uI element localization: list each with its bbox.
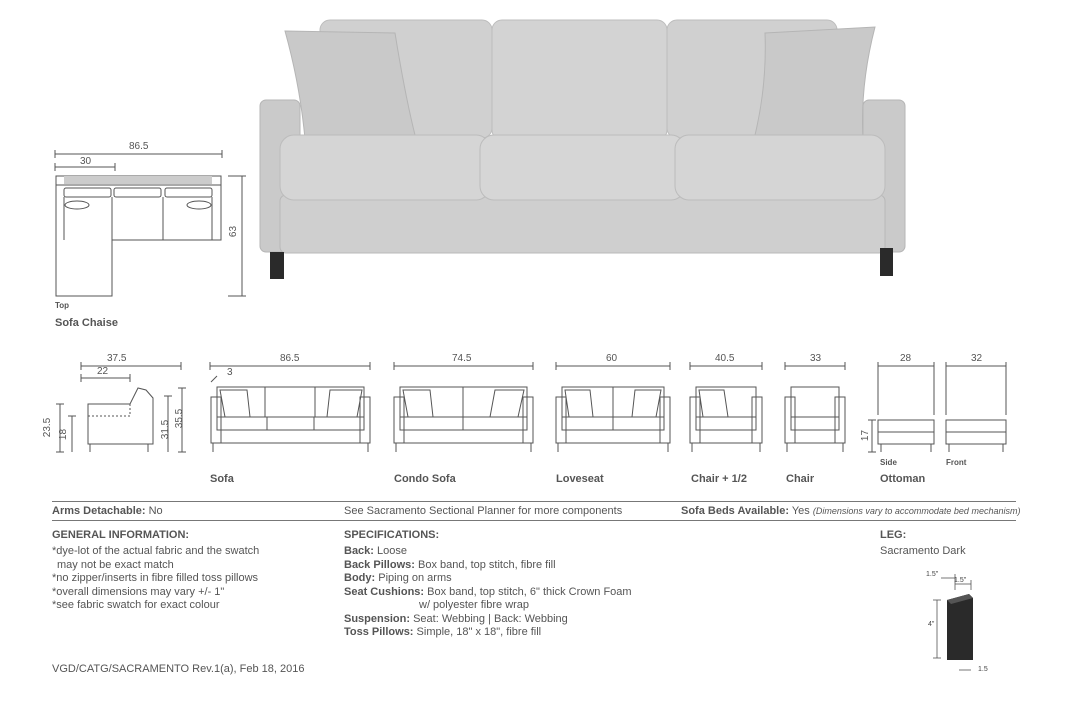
spec-body-value: Piping on arms <box>378 572 452 584</box>
general-list <box>52 545 259 613</box>
loveseat-diagram <box>552 360 677 460</box>
general-line: *see fabric swatch for exact colour <box>52 599 220 611</box>
chaise-section-width-dim: 30 <box>80 156 92 167</box>
arms-label: Arms Detachable: <box>52 505 146 517</box>
specs-heading: SPECIFICATIONS: <box>344 529 440 541</box>
spec-back-pillows-label: Back Pillows: <box>344 558 415 571</box>
spec-toss-value: Simple, 18" x 18", fibre fill <box>416 626 542 638</box>
spec-back-pillows-value: Box band, top stitch, fibre fill <box>417 558 556 571</box>
spec-seat-label: Seat Cushions: <box>344 585 425 598</box>
side-seat-depth-dim: 22 <box>97 366 109 377</box>
ottoman-height-dim: 17 <box>860 429 872 442</box>
arms-detachable <box>52 505 163 519</box>
general-line: may not be exact match <box>57 558 174 571</box>
chaise-name: Sofa Chaise <box>55 317 118 329</box>
ottoman-side-width-dim: 28 <box>900 353 912 364</box>
planner-note: See Sacramento Sectional Planner for more components <box>344 505 623 517</box>
divider-top <box>52 501 1016 502</box>
loveseat-width-dim: 60 <box>606 353 618 364</box>
chair-half-label: Chair + 1/2 <box>691 473 747 485</box>
general-heading: GENERAL INFORMATION: <box>52 529 190 541</box>
leg-value: Sacramento Dark <box>880 545 966 557</box>
chaise-width-dim: 86.5 <box>129 141 149 152</box>
ottoman-label: Ottoman <box>880 473 926 485</box>
ottoman-side-label: Side <box>880 458 897 467</box>
condo-width-dim: 74.5 <box>452 353 472 364</box>
leg-dim-top2: 1.5" <box>954 577 967 584</box>
chair-half-width-dim: 40.5 <box>715 353 735 364</box>
side-width-dim: 37.5 <box>107 353 127 364</box>
sofa-label: Sofa <box>210 473 234 485</box>
sofabed-value: Yes <box>791 505 810 517</box>
chaise-view-label: Top <box>55 301 70 310</box>
side-total-height-dim: 35.5 <box>174 408 186 429</box>
side-seat-height-dim: 18 <box>58 428 70 441</box>
ottoman-diagram <box>866 360 1016 460</box>
leg-heading: LEG: <box>880 529 907 541</box>
sofabed-note: (Dimensions vary to accommodate bed mechanism) <box>812 506 1021 516</box>
spec-toss-label: Toss Pillows: <box>344 626 414 638</box>
condo-label: Condo Sofa <box>394 473 456 485</box>
side-back-height-dim: 31.5 <box>160 419 172 440</box>
leg-dim-bottom: 1.5 <box>978 666 988 673</box>
sofa-width-dim: 86.5 <box>280 353 300 364</box>
condo-sofa-diagram <box>390 360 540 460</box>
sofabed-info <box>681 505 1020 519</box>
spec-seat-value2: w/ polyester fibre wrap <box>419 599 530 611</box>
general-line: *no zipper/inserts in fibre filled toss pillows <box>52 572 259 584</box>
leg-dim-top1: 1.5" <box>926 571 939 578</box>
spec-back-label: Back: <box>344 545 374 557</box>
chair-label: Chair <box>786 473 815 485</box>
chaise-depth-dim: 63 <box>228 225 240 238</box>
spec-suspension-value: Seat: Webbing | Back: Webbing <box>413 612 568 625</box>
leg-diagram <box>925 570 995 680</box>
spec-back-value: Loose <box>377 545 408 557</box>
general-line: *dye-lot of the actual fabric and the swatch <box>52 545 260 557</box>
footer-ref: VGD/CATG/SACRAMENTO Rev.1(a), Feb 18, 2016 <box>52 663 305 675</box>
side-arm-height-dim: 23.5 <box>42 417 54 438</box>
chair-diagram <box>781 360 851 460</box>
sofa-arm-dim: 3 <box>227 367 233 378</box>
sofa-photo <box>255 15 915 285</box>
chair-width-dim: 33 <box>810 353 822 364</box>
arms-value: No <box>148 505 163 517</box>
loveseat-label: Loveseat <box>556 473 604 485</box>
spec-seat-value: Box band, top stitch, 6" thick Crown Foam <box>427 585 632 598</box>
ottoman-front-width-dim: 32 <box>971 353 983 364</box>
spec-body-label: Body: <box>344 572 376 584</box>
spec-suspension-label: Suspension: <box>344 612 411 625</box>
leg-dim-height: 4" <box>928 621 935 628</box>
chaise-top-diagram <box>50 150 250 310</box>
chair-half-diagram <box>686 360 766 460</box>
divider-bottom <box>52 520 1016 521</box>
ottoman-front-label: Front <box>946 458 967 467</box>
sofabed-label: Sofa Beds Available: <box>681 505 789 517</box>
specs-list <box>344 545 632 640</box>
general-line: *overall dimensions may vary +/- 1" <box>52 585 225 598</box>
